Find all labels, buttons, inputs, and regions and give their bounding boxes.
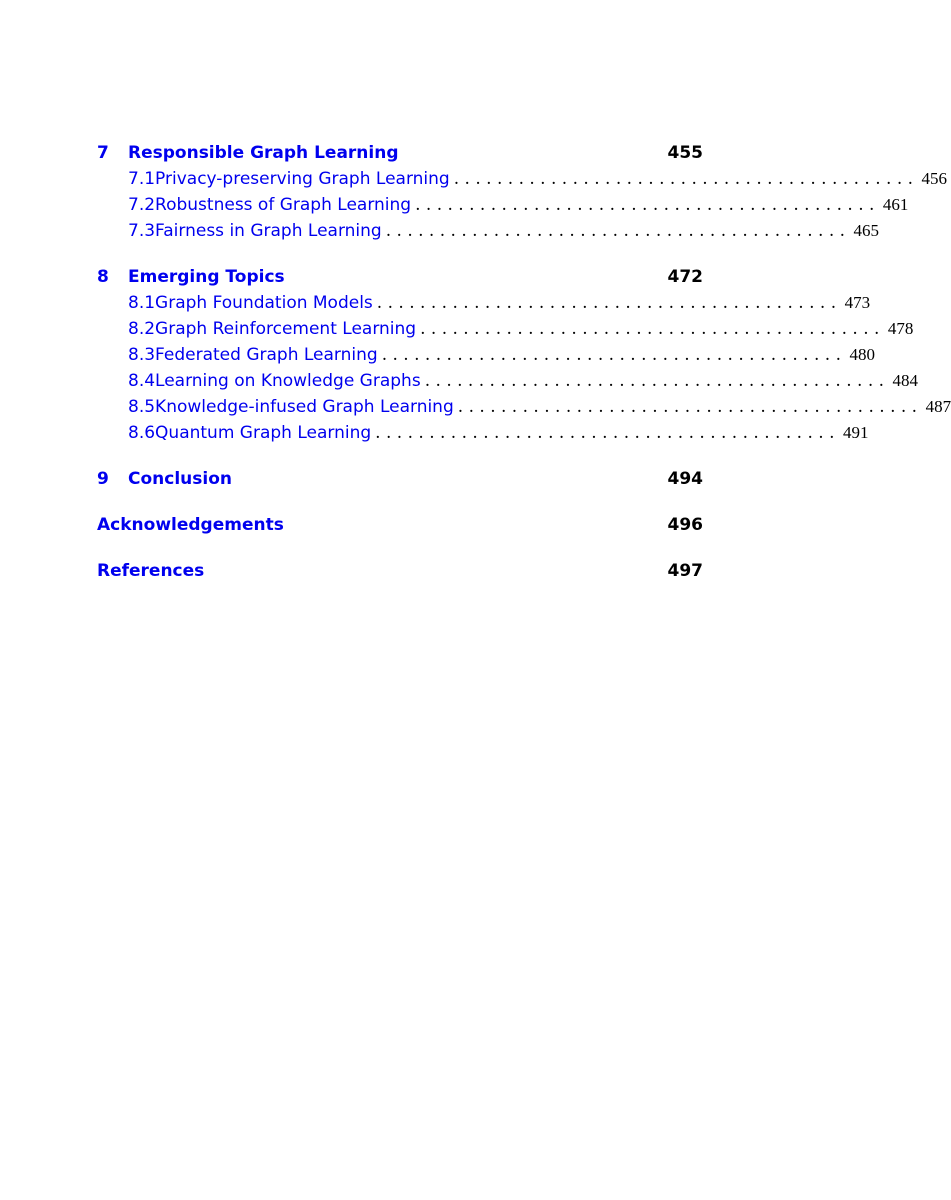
toc-section-7-2[interactable] — [97, 192, 909, 218]
toc-chapter-8[interactable] — [97, 264, 703, 290]
section-number: 8.5 — [128, 397, 156, 417]
chapter-number: 7 — [97, 143, 109, 163]
section-number: 8.2 — [128, 319, 156, 339]
section-page: 461 — [882, 195, 909, 214]
section-page: 478 — [887, 319, 914, 338]
toc-acknowledgements[interactable] — [97, 512, 703, 538]
chapter-number: 8 — [97, 267, 109, 287]
section-number: 7.3 — [128, 221, 156, 241]
toc-chapter-9[interactable] — [97, 466, 703, 492]
section-page: 456 — [921, 169, 948, 188]
section-title[interactable]: Graph Reinforcement Learning — [155, 319, 417, 339]
section-page: 480 — [849, 345, 876, 364]
chapter-number: 9 — [97, 469, 109, 489]
section-page: 473 — [844, 293, 871, 312]
chapter-title[interactable]: Conclusion — [128, 469, 232, 489]
spacer — [97, 492, 703, 512]
spacer — [97, 538, 703, 558]
section-title[interactable]: Graph Foundation Models — [155, 293, 373, 313]
section-number: 7.1 — [128, 169, 156, 189]
section-number: 8.3 — [128, 345, 156, 365]
section-number: 8.6 — [128, 423, 156, 443]
dot-leader: . . . . . . . . . . . . . . . . . . . . . . . . . . . . . . . . . . . . . . . . . . . — [415, 195, 875, 215]
dot-leader: . . . . . . . . . . . . . . . . . . . . . . . . . . . . . . . . . . . . . . . . . . . — [376, 293, 837, 313]
chapter-title[interactable]: Emerging Topics — [128, 267, 285, 287]
section-title[interactable]: Privacy-preserving Graph Learning — [155, 169, 450, 189]
chapter-page: 455 — [667, 143, 703, 163]
toc-section-7-1[interactable] — [97, 166, 948, 192]
spacer — [97, 244, 703, 264]
section-page: 487 — [925, 397, 951, 416]
dot-leader: . . . . . . . . . . . . . . . . . . . . . . . . . . . . . . . . . . . . . . . . . . . — [385, 221, 846, 241]
section-number: 8.1 — [128, 293, 156, 313]
toc-references[interactable] — [97, 558, 703, 584]
toc-section-8-2[interactable] — [97, 316, 914, 342]
toc-section-7-3[interactable] — [97, 218, 880, 244]
section-number: 8.4 — [128, 371, 156, 391]
chapter-page: 494 — [667, 469, 703, 489]
toc-section-8-4[interactable] — [97, 368, 919, 394]
toc-section-8-3[interactable] — [97, 342, 876, 368]
toc-section-8-6[interactable] — [97, 420, 869, 446]
toc-chapter-7[interactable] — [97, 140, 703, 166]
chapter-title[interactable]: Acknowledgements — [97, 515, 284, 535]
section-title[interactable]: Fairness in Graph Learning — [155, 221, 382, 241]
section-title[interactable]: Federated Graph Learning — [155, 345, 378, 365]
toc-section-8-1[interactable] — [97, 290, 871, 316]
dot-leader: . . . . . . . . . . . . . . . . . . . . . . . . . . . . . . . . . . . . . . . . . . . — [424, 371, 885, 391]
dot-leader: . . . . . . . . . . . . . . . . . . . . . . . . . . . . . . . . . . . . . . . . . . . — [375, 423, 835, 443]
dot-leader: . . . . . . . . . . . . . . . . . . . . . . . . . . . . . . . . . . . . . . . . . . . — [420, 319, 880, 339]
dot-leader: . . . . . . . . . . . . . . . . . . . . . . . . . . . . . . . . . . . . . . . . . . . — [453, 169, 914, 189]
toc-section-8-5[interactable] — [97, 394, 951, 420]
spacer — [97, 446, 703, 466]
section-page: 465 — [853, 221, 880, 240]
section-title[interactable]: Quantum Graph Learning — [155, 423, 372, 443]
section-title[interactable]: Robustness of Graph Learning — [155, 195, 412, 215]
table-of-contents — [97, 140, 951, 584]
chapter-page: 496 — [667, 515, 703, 535]
section-page: 491 — [842, 423, 869, 442]
section-page: 484 — [892, 371, 919, 390]
chapter-page: 472 — [667, 267, 703, 287]
section-title[interactable]: Knowledge-infused Graph Learning — [155, 397, 454, 417]
section-title[interactable]: Learning on Knowledge Graphs — [155, 371, 421, 391]
chapter-page: 497 — [667, 561, 703, 581]
chapter-title[interactable]: References — [97, 561, 205, 581]
dot-leader: . . . . . . . . . . . . . . . . . . . . . . . . . . . . . . . . . . . . . . . . . . . — [457, 397, 918, 417]
section-number: 7.2 — [128, 195, 156, 215]
dot-leader: . . . . . . . . . . . . . . . . . . . . . . . . . . . . . . . . . . . . . . . . . . . — [381, 345, 842, 365]
chapter-title[interactable]: Responsible Graph Learning — [128, 143, 399, 163]
